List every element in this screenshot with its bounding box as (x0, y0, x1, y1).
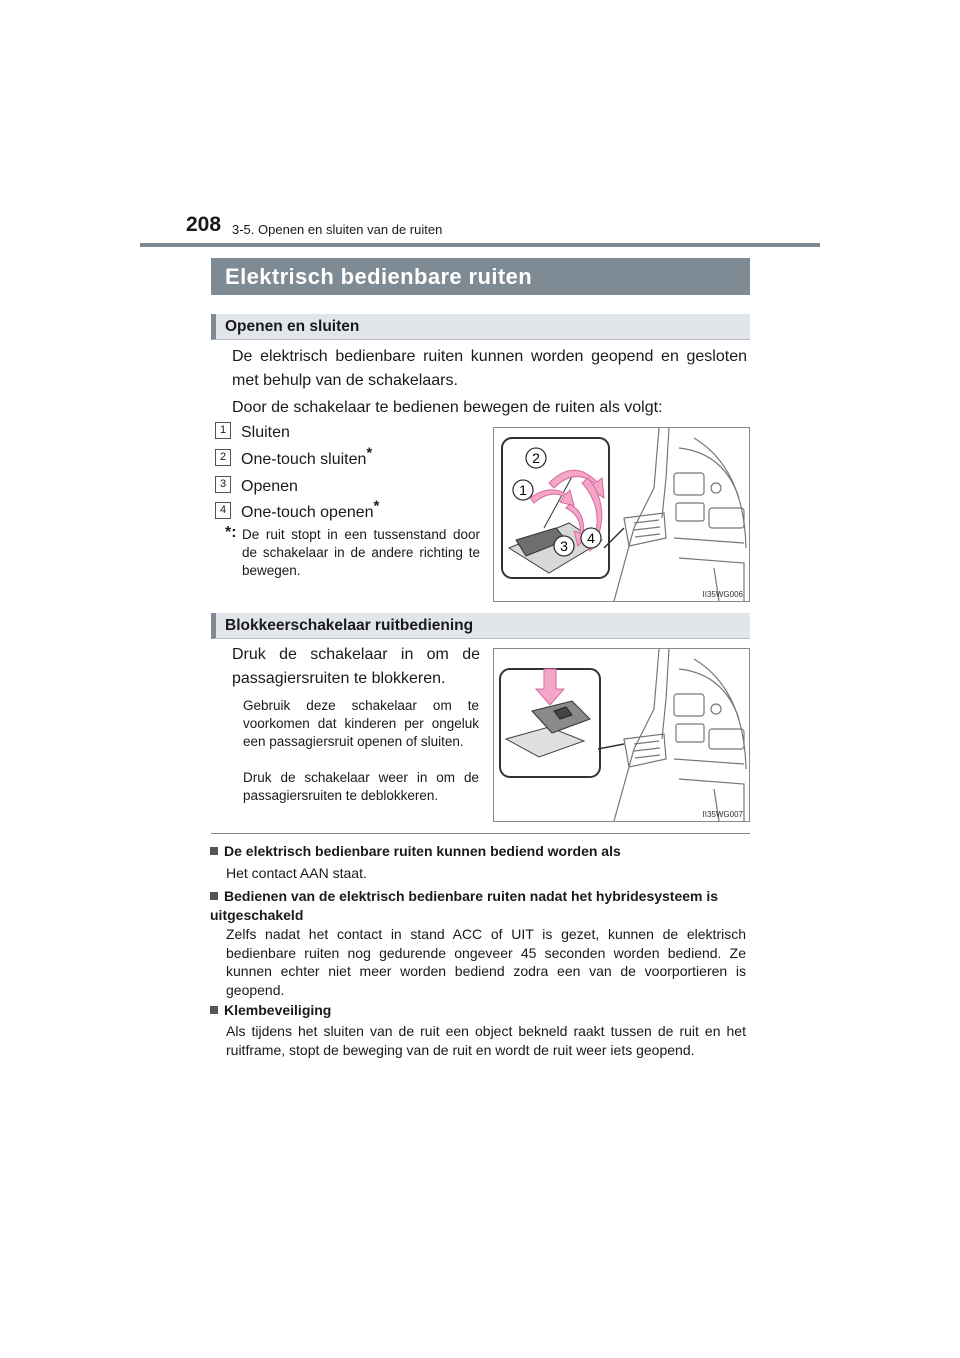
bottom-rule (211, 833, 750, 834)
lead-paragraph: Door de schakelaar te bedienen bewegen de ruiten als volgt: (232, 399, 663, 416)
lock-switch-figure (493, 648, 750, 822)
bullet-square-icon (210, 892, 218, 900)
info-body-3: Als tijdens het sluiten van de ruit een object bekneld raakt tussen de ruit en het ruitframe, stopt de beweging van de ruit en wordt de ruit weer iets geopend. (226, 1023, 746, 1058)
figure-code: II35WG006 (702, 590, 743, 599)
footnote-star: * (373, 497, 380, 515)
footnote-mark: *: (225, 524, 237, 541)
step-number: 3 (215, 476, 231, 493)
intro-paragraph: De elektrisch bedienbare ruiten kunnen worden geopend en gesloten met behulp van de schakelaars. (232, 348, 747, 389)
step-1 (215, 424, 290, 442)
svg-text:1: 1 (519, 482, 527, 498)
info-title-text: Klembeveiliging (224, 1002, 332, 1018)
callout-2 (526, 448, 546, 468)
window-switch-figure (493, 427, 750, 602)
step-number: 2 (215, 449, 231, 466)
step-4 (215, 497, 380, 522)
footnote-text: De ruit stopt in een tussenstand door de schakelaar in de andere richting te bewegen. (242, 527, 480, 578)
lock-note-2: Druk de schakelaar weer in om de passagiersruiten te deblokkeren. (243, 770, 479, 803)
step-label: Openen (241, 478, 298, 495)
info-title-text: De elektrisch bedienbare ruiten kunnen bediend worden als (224, 843, 621, 859)
lock-note-1: Gebruik deze schakelaar om te voorkomen dat kinderen per ongeluk een passagiersruit openen of sluiten. (243, 698, 479, 749)
info-body-2: Zelfs nadat het contact in stand ACC of UIT is gezet, kunnen de elektrisch bedienbare ruiten nog gedurende ongeveer 45 seconden worden bediend. Ze kunnen echter niet meer worden bediend zodra een van de voorportieren is geopend. (226, 926, 746, 998)
footnote-star: * (366, 444, 373, 462)
bullet-square-icon (210, 1006, 218, 1014)
callout-4 (581, 528, 601, 548)
section-title: Elektrisch bedienbare ruiten (211, 258, 750, 295)
lock-switch-illustration (494, 649, 749, 821)
info-body-1: Het contact AAN staat. (226, 865, 367, 881)
footnote (225, 526, 480, 580)
step-number: 4 (215, 502, 231, 519)
figure-code: II35WG007 (702, 810, 743, 819)
info-title-3 (210, 1002, 331, 1018)
step-number: 1 (215, 422, 231, 439)
svg-text:3: 3 (560, 538, 568, 554)
callout-3 (554, 536, 574, 556)
step-3 (215, 478, 298, 496)
window-switch-illustration (494, 428, 749, 601)
info-title-2 (210, 887, 750, 924)
subhead-opening: Openen en sluiten (211, 314, 750, 340)
info-title-1 (210, 843, 621, 859)
bullet-square-icon (210, 847, 218, 855)
step-label: Sluiten (241, 424, 290, 441)
svg-text:4: 4 (587, 530, 595, 546)
lock-paragraph: Druk de schakelaar in om de passagiersruiten te blokkeren. (232, 646, 480, 687)
step-2 (215, 444, 373, 469)
step-label: One-touch sluiten (241, 451, 367, 468)
info-title-text: Bedienen van de elektrisch bedienbare ruiten nadat het hybridesysteem is uitgeschakeld (210, 888, 719, 923)
page-number: 208 (186, 213, 222, 236)
running-header: 3-5. Openen en sluiten van de ruiten (232, 222, 443, 237)
step-label: One-touch openen (241, 504, 374, 521)
subhead-lock: Blokkeerschakelaar ruitbediening (211, 613, 750, 639)
svg-text:2: 2 (532, 450, 540, 466)
callout-1 (513, 480, 533, 500)
header-rule (140, 243, 820, 247)
